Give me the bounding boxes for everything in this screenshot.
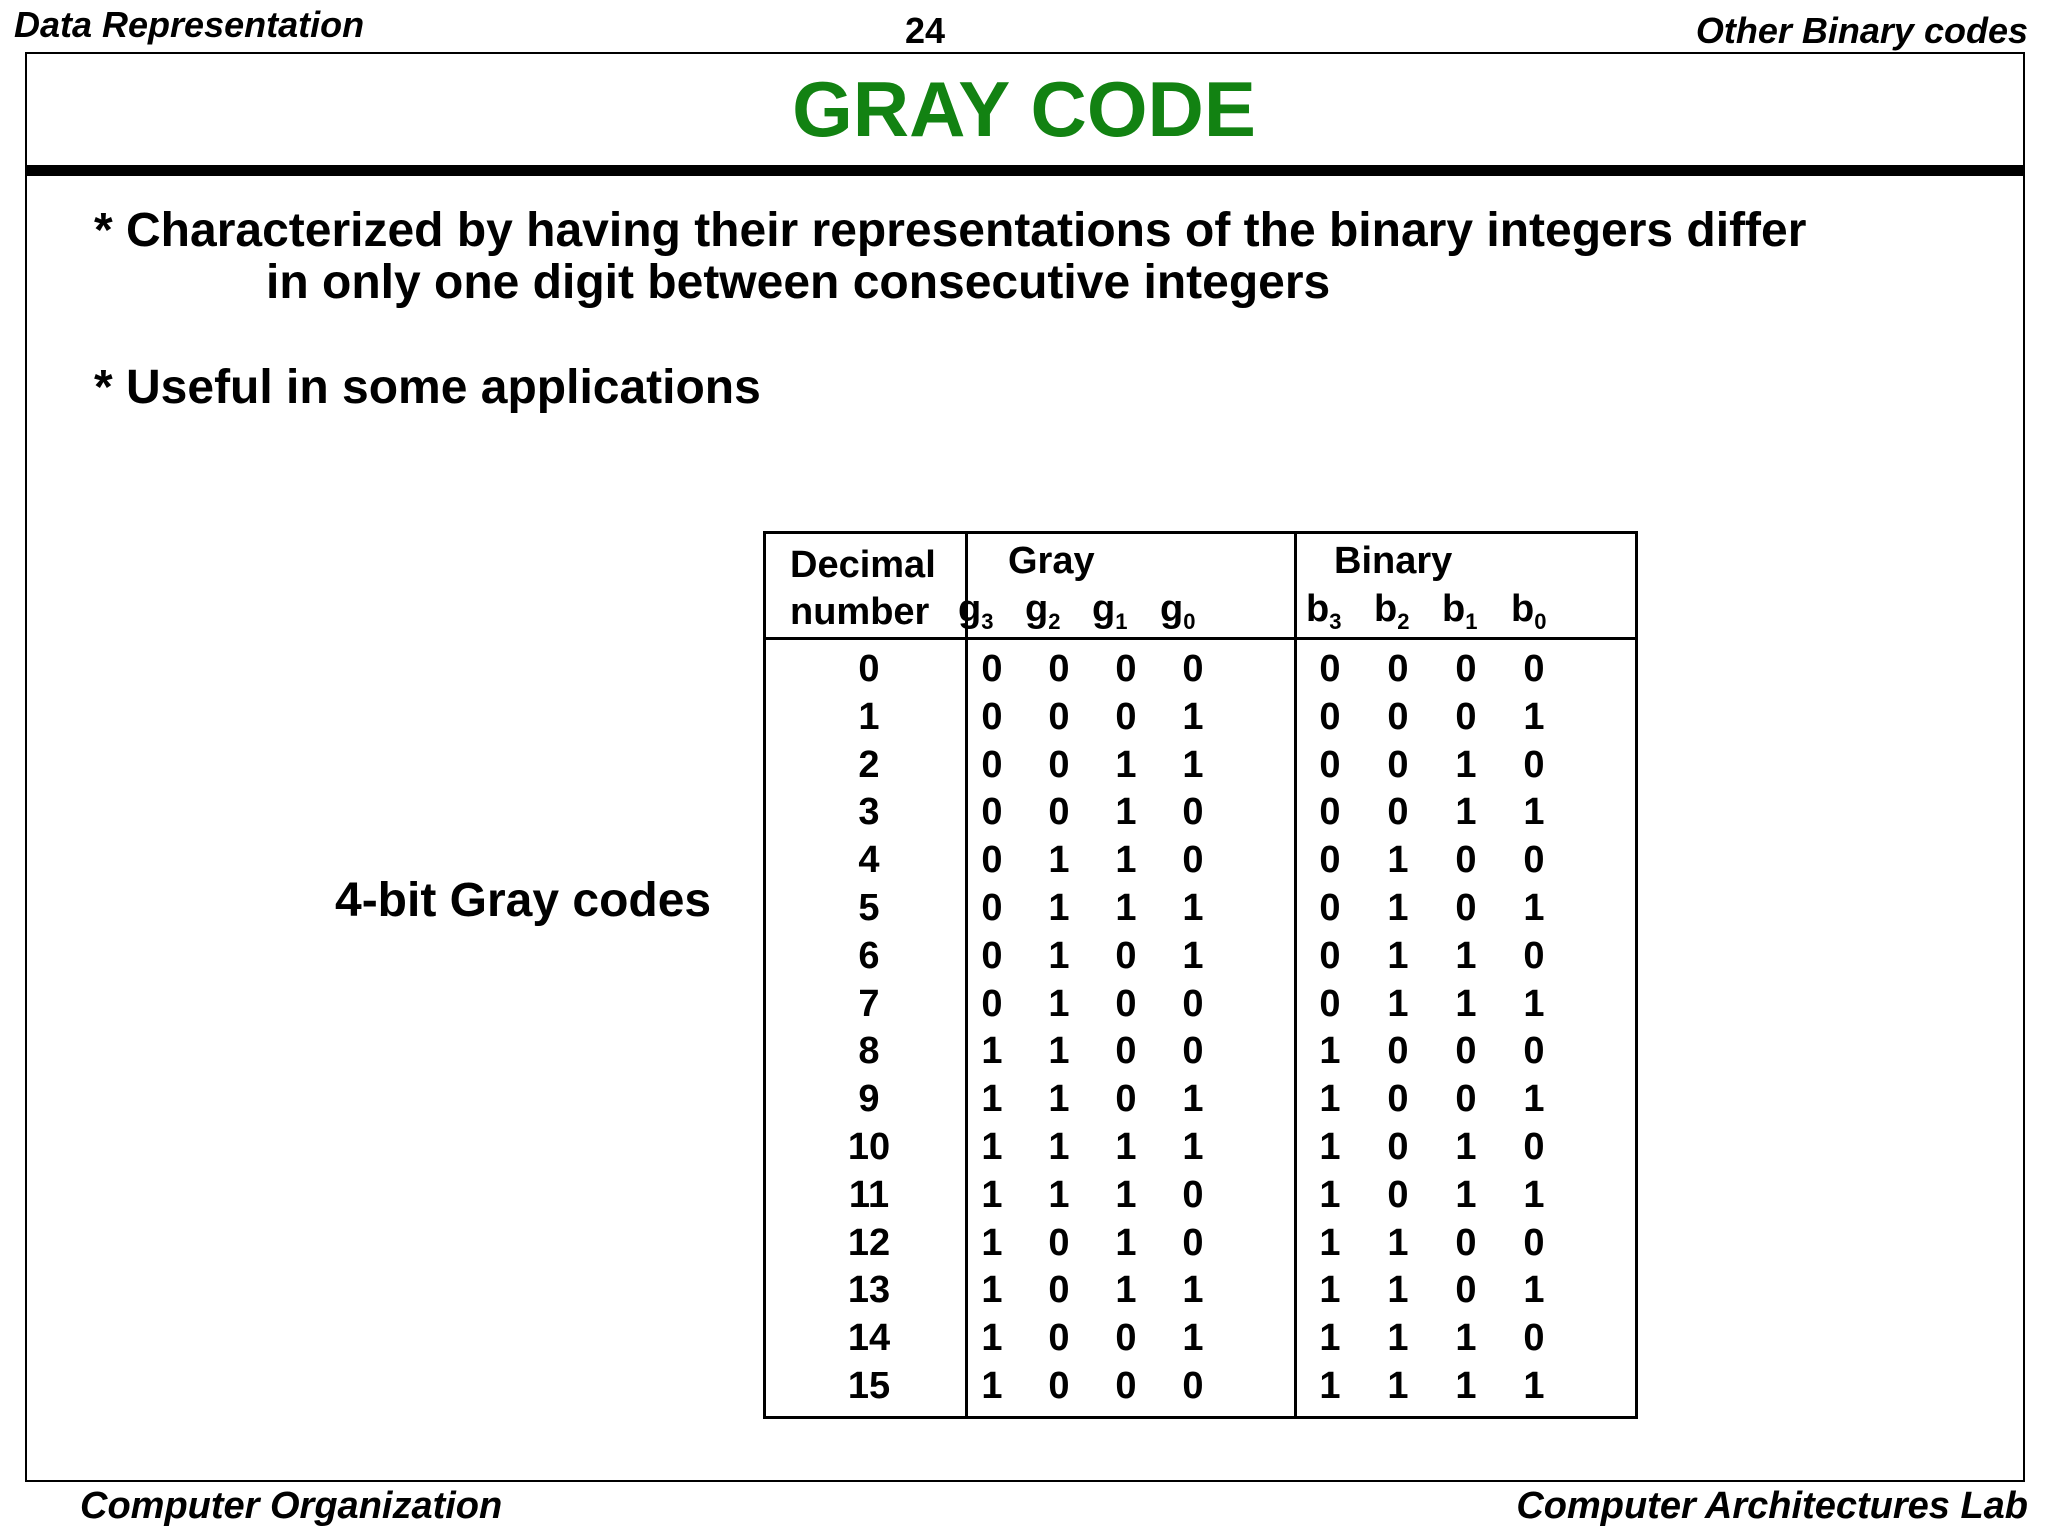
binary-bit-cell: 1 [1455, 791, 1477, 833]
gray-bit-cell: 0 [1115, 1365, 1137, 1407]
binary-bit-cell: 1 [1319, 1174, 1341, 1216]
binary-bit-cell: 0 [1319, 935, 1341, 977]
header-left: Data Representation [14, 4, 365, 45]
gray-bit-cell: 0 [1048, 744, 1070, 786]
binary-bit-cell: 1 [1387, 935, 1409, 977]
binary-bit-cell: 1 [1319, 1078, 1341, 1120]
decimal-cell: 5 [858, 887, 880, 929]
bullet-line-2: in only one digit between consecutive integers [266, 256, 1331, 309]
binary-bit-cell: 0 [1455, 1269, 1477, 1311]
gray-bit-cell: 0 [981, 887, 1003, 929]
gray-bit-cell: 1 [1182, 1078, 1204, 1120]
binary-bit-cell: 1 [1319, 1269, 1341, 1311]
gray-bit-cell: 1 [1115, 839, 1137, 881]
header-right: Other Binary codes [1695, 10, 2028, 51]
gray-bit-subscript: 3 [981, 609, 994, 634]
gray-bit-cell: 1 [1048, 1126, 1070, 1168]
binary-bit-cell: 0 [1523, 648, 1545, 690]
binary-bit-cell: 0 [1387, 1030, 1409, 1072]
gray-bit-cell: 0 [1115, 935, 1137, 977]
binary-bit-cell: 1 [1319, 1030, 1341, 1072]
decimal-cell: 1 [858, 696, 880, 738]
gray-bit-cell: 0 [1182, 791, 1204, 833]
binary-bit-cell: 1 [1523, 791, 1545, 833]
gray-bit-cell: 0 [1048, 791, 1070, 833]
decimal-cell: 10 [847, 1126, 891, 1168]
binary-bit-subscript: 0 [1534, 609, 1547, 634]
binary-bit-cell: 1 [1387, 983, 1409, 1025]
binary-bit-symbol: b [1511, 588, 1535, 630]
decimal-cell: 3 [858, 791, 880, 833]
gray-code-table [763, 531, 1638, 1419]
gray-bit-header-1 [1025, 588, 1060, 635]
binary-bit-cell: 1 [1523, 1174, 1545, 1216]
gray-bit-symbol: g [958, 588, 982, 630]
gray-bit-cell: 0 [1048, 1317, 1070, 1359]
gray-bit-cell: 1 [1048, 1174, 1070, 1216]
gray-bit-cell: 0 [1048, 1222, 1070, 1264]
gray-bit-cell: 0 [1182, 1222, 1204, 1264]
binary-bit-header-0 [1306, 588, 1341, 635]
binary-bit-cell: 0 [1319, 744, 1341, 786]
decimal-cell: 6 [858, 935, 880, 977]
binary-bit-cell: 0 [1319, 648, 1341, 690]
header-number: number [790, 591, 930, 633]
binary-bit-cell: 0 [1455, 1222, 1477, 1264]
bullet-useful: * Useful in some applications [94, 361, 761, 414]
gray-bit-cell: 1 [1182, 887, 1204, 929]
binary-bit-cell: 1 [1387, 1365, 1409, 1407]
gray-bit-header-2 [1092, 588, 1127, 635]
gray-bit-cell: 0 [1182, 1030, 1204, 1072]
gray-bit-subscript: 0 [1183, 609, 1196, 634]
gray-bit-cell: 0 [1115, 696, 1137, 738]
gray-bit-cell: 1 [981, 1078, 1003, 1120]
binary-bit-cell: 0 [1387, 1126, 1409, 1168]
binary-bit-symbol: b [1306, 588, 1330, 630]
binary-bit-cell: 0 [1455, 887, 1477, 929]
gray-bit-cell: 0 [981, 935, 1003, 977]
decimal-cell: 15 [847, 1365, 891, 1407]
footer-left: Computer Organization [80, 1485, 503, 1527]
gray-bit-cell: 1 [1048, 1030, 1070, 1072]
gray-bit-cell: 0 [1115, 1078, 1137, 1120]
gray-bit-cell: 1 [1182, 1126, 1204, 1168]
binary-bit-cell: 1 [1387, 1317, 1409, 1359]
binary-bit-cell: 1 [1455, 1126, 1477, 1168]
gray-bit-cell: 0 [1048, 1365, 1070, 1407]
binary-bit-cell: 0 [1319, 791, 1341, 833]
gray-bit-cell: 0 [981, 696, 1003, 738]
gray-bit-cell: 1 [1182, 744, 1204, 786]
binary-bit-cell: 0 [1523, 1317, 1545, 1359]
binary-bit-header-3 [1511, 588, 1546, 635]
binary-bit-cell: 1 [1455, 744, 1477, 786]
header-binary: Binary [1334, 540, 1453, 582]
gray-bit-header-0 [958, 588, 993, 635]
header-decimal: Decimal [790, 544, 936, 586]
gray-bit-subscript: 2 [1048, 609, 1061, 634]
gray-bit-symbol: g [1025, 588, 1049, 630]
binary-bit-subscript: 3 [1329, 609, 1342, 634]
binary-bit-header-1 [1374, 588, 1409, 635]
page-number: 24 [905, 10, 946, 51]
gray-bit-cell: 1 [1048, 935, 1070, 977]
gray-bit-header-3 [1160, 588, 1195, 635]
binary-bit-cell: 0 [1455, 648, 1477, 690]
gray-bit-cell: 1 [981, 1126, 1003, 1168]
decimal-cell: 0 [858, 648, 880, 690]
bullet-characterized [94, 205, 1806, 309]
binary-bit-cell: 0 [1387, 648, 1409, 690]
gray-bit-cell: 0 [981, 983, 1003, 1025]
binary-bit-header-2 [1442, 588, 1477, 635]
binary-bit-cell: 1 [1319, 1317, 1341, 1359]
gray-bit-cell: 0 [1182, 1365, 1204, 1407]
decimal-cell: 8 [858, 1030, 880, 1072]
gray-bit-cell: 0 [1182, 648, 1204, 690]
binary-bit-cell: 0 [1455, 1078, 1477, 1120]
binary-bit-cell: 0 [1523, 1126, 1545, 1168]
gray-bit-cell: 0 [1115, 648, 1137, 690]
gray-bit-cell: 0 [981, 839, 1003, 881]
binary-bit-cell: 0 [1319, 696, 1341, 738]
binary-bit-cell: 1 [1523, 1078, 1545, 1120]
binary-bit-cell: 1 [1523, 1365, 1545, 1407]
gray-bit-cell: 1 [1182, 1317, 1204, 1359]
gray-bit-cell: 1 [1182, 1269, 1204, 1311]
decimal-cell: 13 [847, 1269, 891, 1311]
decimal-cell: 9 [858, 1078, 880, 1120]
binary-bit-cell: 1 [1387, 887, 1409, 929]
binary-bit-subscript: 2 [1397, 609, 1410, 634]
gray-bit-cell: 0 [1115, 983, 1137, 1025]
binary-bit-cell: 0 [1387, 791, 1409, 833]
header-gray: Gray [1008, 540, 1095, 582]
binary-bit-symbol: b [1442, 588, 1466, 630]
binary-bit-cell: 1 [1523, 696, 1545, 738]
binary-bit-cell: 0 [1387, 744, 1409, 786]
gray-bit-cell: 0 [1182, 983, 1204, 1025]
divider-gray-binary [1294, 534, 1297, 1416]
gray-bit-cell: 0 [1048, 1269, 1070, 1311]
decimal-cell: 2 [858, 744, 880, 786]
binary-bit-cell: 0 [1387, 1078, 1409, 1120]
gray-bit-cell: 0 [1115, 1030, 1137, 1072]
gray-bit-cell: 1 [981, 1030, 1003, 1072]
gray-bit-cell: 1 [1048, 839, 1070, 881]
binary-bit-cell: 0 [1455, 839, 1477, 881]
title-underline [25, 165, 2023, 176]
binary-bit-cell: 0 [1523, 935, 1545, 977]
table-side-label: 4-bit Gray codes [335, 874, 712, 927]
binary-bit-cell: 0 [1523, 1222, 1545, 1264]
gray-bit-cell: 1 [981, 1222, 1003, 1264]
binary-bit-cell: 1 [1387, 1269, 1409, 1311]
gray-bit-cell: 1 [1115, 791, 1137, 833]
gray-bit-cell: 0 [1048, 696, 1070, 738]
binary-bit-cell: 0 [1455, 1030, 1477, 1072]
slide-title: GRAY CODE [792, 65, 1256, 153]
binary-bit-cell: 1 [1319, 1365, 1341, 1407]
binary-bit-symbol: b [1374, 588, 1398, 630]
binary-bit-cell: 1 [1455, 1174, 1477, 1216]
bullet-line-1: * Characterized by having their representations of the binary integers differ [94, 204, 1807, 257]
gray-bit-cell: 1 [1182, 935, 1204, 977]
binary-bit-cell: 1 [1523, 983, 1545, 1025]
binary-bit-cell: 0 [1319, 887, 1341, 929]
binary-bit-cell: 1 [1319, 1126, 1341, 1168]
binary-bit-subscript: 1 [1465, 609, 1478, 634]
footer-right: Computer Architectures Lab [1516, 1485, 2028, 1527]
binary-bit-cell: 1 [1319, 1222, 1341, 1264]
gray-bit-cell: 1 [981, 1269, 1003, 1311]
gray-bit-cell: 1 [1115, 1126, 1137, 1168]
gray-bit-symbol: g [1092, 588, 1116, 630]
gray-bit-cell: 1 [981, 1174, 1003, 1216]
binary-bit-cell: 0 [1319, 839, 1341, 881]
binary-bit-cell: 1 [1455, 935, 1477, 977]
gray-bit-cell: 0 [981, 744, 1003, 786]
decimal-cell: 4 [858, 839, 880, 881]
binary-bit-cell: 1 [1455, 1317, 1477, 1359]
binary-bit-cell: 0 [1523, 744, 1545, 786]
binary-bit-cell: 1 [1523, 887, 1545, 929]
binary-bit-cell: 1 [1387, 839, 1409, 881]
binary-bit-cell: 1 [1523, 1269, 1545, 1311]
binary-bit-cell: 0 [1455, 696, 1477, 738]
gray-bit-cell: 1 [981, 1317, 1003, 1359]
gray-bit-cell: 1 [1048, 1078, 1070, 1120]
gray-bit-cell: 0 [981, 791, 1003, 833]
binary-bit-cell: 1 [1387, 1222, 1409, 1264]
gray-bit-cell: 1 [1115, 1174, 1137, 1216]
decimal-cell: 7 [858, 983, 880, 1025]
gray-bit-cell: 0 [981, 648, 1003, 690]
gray-bit-cell: 1 [1115, 1222, 1137, 1264]
binary-bit-cell: 0 [1387, 1174, 1409, 1216]
gray-bit-cell: 1 [1182, 696, 1204, 738]
gray-bit-cell: 1 [1115, 1269, 1137, 1311]
gray-bit-cell: 0 [1182, 1174, 1204, 1216]
decimal-cell: 12 [847, 1222, 891, 1264]
binary-bit-cell: 0 [1319, 983, 1341, 1025]
gray-bit-cell: 1 [1048, 983, 1070, 1025]
gray-bit-cell: 1 [1048, 887, 1070, 929]
binary-bit-cell: 1 [1455, 1365, 1477, 1407]
gray-bit-cell: 1 [1115, 744, 1137, 786]
gray-bit-symbol: g [1160, 588, 1184, 630]
header-divider [766, 637, 1635, 640]
gray-bit-cell: 1 [1115, 887, 1137, 929]
gray-bit-cell: 0 [1048, 648, 1070, 690]
gray-bit-subscript: 1 [1115, 609, 1128, 634]
gray-bit-cell: 0 [1182, 839, 1204, 881]
gray-bit-cell: 0 [1115, 1317, 1137, 1359]
decimal-cell: 11 [848, 1174, 890, 1216]
decimal-cell: 14 [847, 1317, 891, 1359]
binary-bit-cell: 0 [1523, 839, 1545, 881]
binary-bit-cell: 1 [1455, 983, 1477, 1025]
binary-bit-cell: 0 [1523, 1030, 1545, 1072]
gray-bit-cell: 1 [981, 1365, 1003, 1407]
binary-bit-cell: 0 [1387, 696, 1409, 738]
